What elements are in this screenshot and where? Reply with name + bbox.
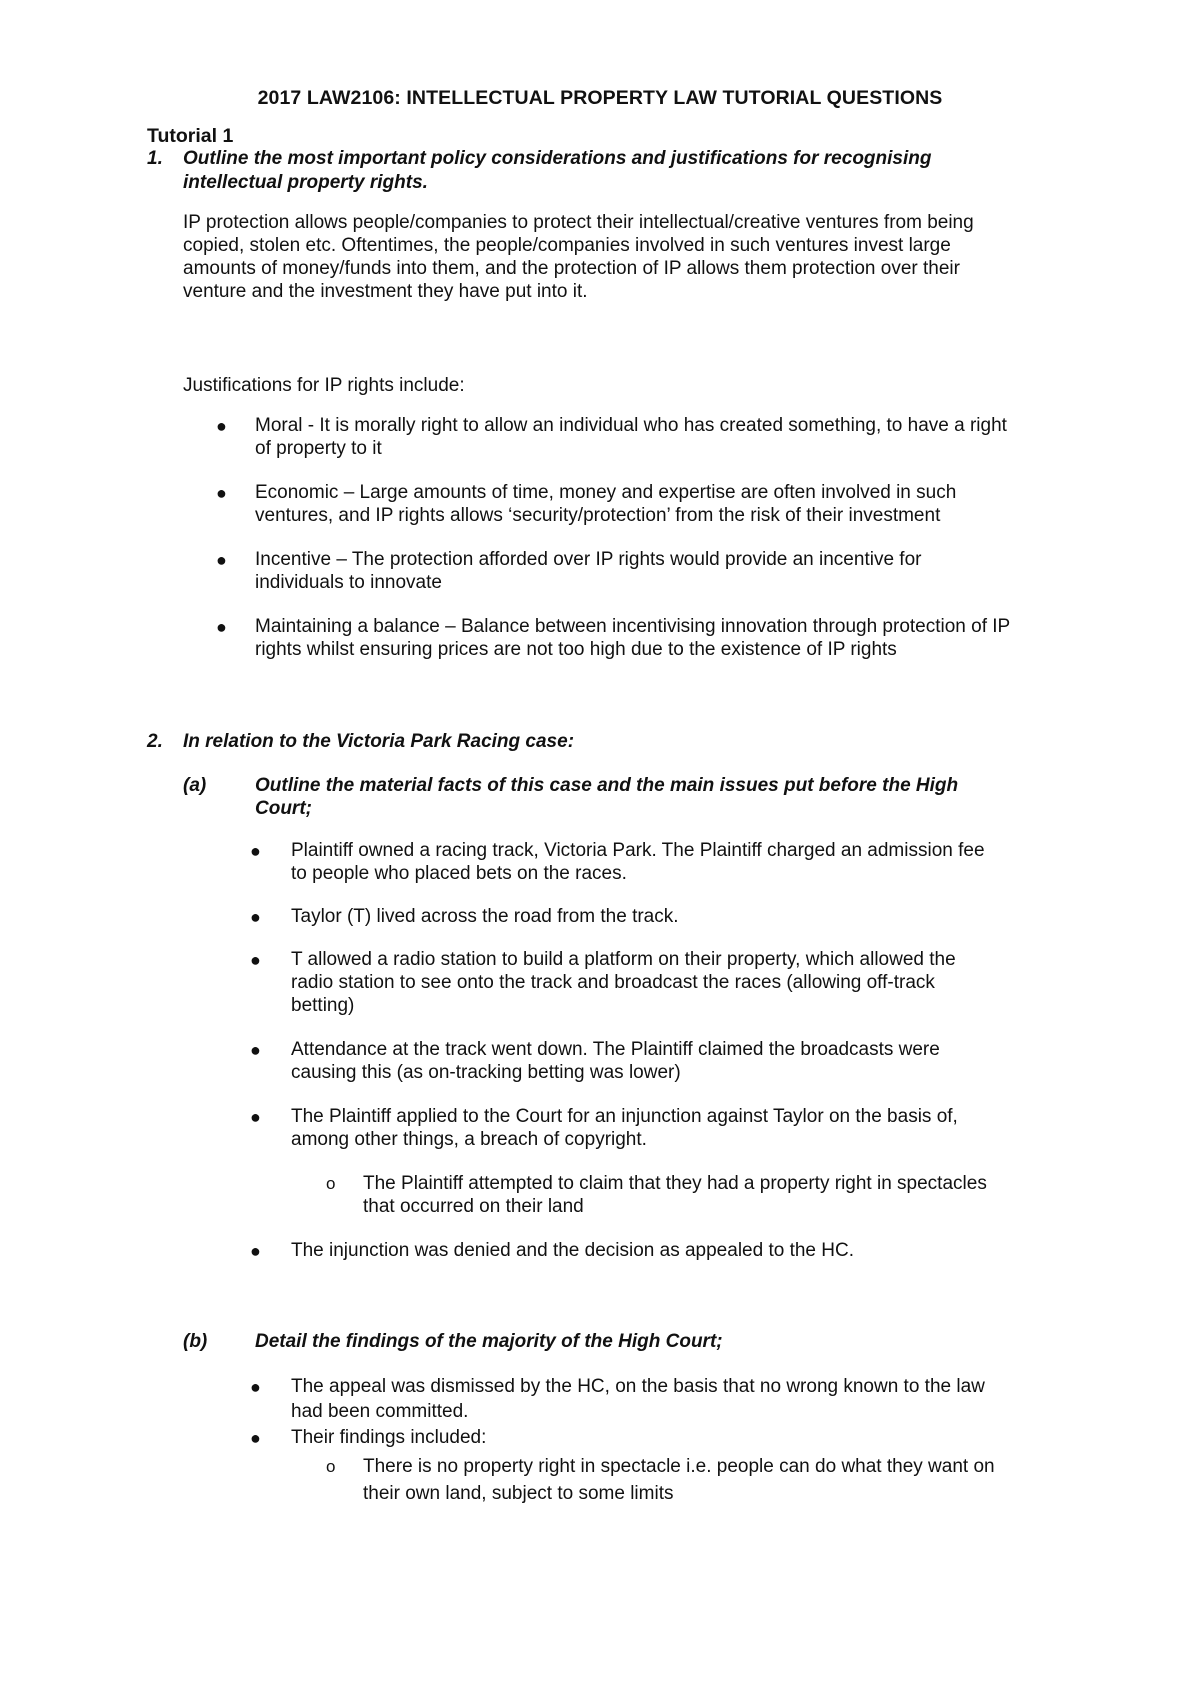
fact-line: Taylor (T) lived across the road from the track. <box>291 906 679 927</box>
justification-line: Incentive – The protection afforded over IP rights would provide an incentive for <box>255 549 922 570</box>
fact-line: The Plaintiff applied to the Court for an injunction against Taylor on the basis of, <box>291 1106 958 1127</box>
bullet-icon: ● <box>250 950 261 970</box>
question-1-answer-line: amounts of money/funds into them, and the protection of IP allows them protection over their <box>183 258 960 279</box>
question-1-answer-line: venture and the investment they have put into it. <box>183 281 588 302</box>
page-title: 2017 LAW2106: INTELLECTUAL PROPERTY LAW TUTORIAL QUESTIONS <box>257 87 943 109</box>
question-1-answer-line: copied, stolen etc. Oftentimes, the people/companies involved in such ventures invest large <box>183 235 951 256</box>
bullet-icon: ● <box>250 907 261 927</box>
fact-line: T allowed a radio station to build a platform on their property, which allowed the <box>291 949 956 970</box>
justification-line: ventures, and IP rights allows ‘security/protection’ from the risk of their investment <box>255 505 941 526</box>
justification-line: rights whilst ensuring prices are not too high due to the existence of IP rights <box>255 639 897 660</box>
fact-line: causing this (as on-tracking betting was lower) <box>291 1062 681 1083</box>
justification-line: Maintaining a balance – Balance between incentivising innovation through protection of IP <box>255 616 1011 637</box>
question-1-number: 1. <box>147 148 163 169</box>
fact-line: The injunction was denied and the decision as appealed to the HC. <box>291 1240 854 1261</box>
fact-subpoint-line: that occurred on their land <box>363 1196 584 1217</box>
question-2-number: 2. <box>147 731 163 752</box>
question-2a-line-2: Court; <box>255 798 312 819</box>
fact-line: Plaintiff owned a racing track, Victoria Park. The Plaintiff charged an admission fee <box>291 840 985 861</box>
finding-line: The appeal was dismissed by the HC, on the basis that no wrong known to the law <box>291 1376 985 1397</box>
question-2a-line-1: Outline the material facts of this case and the main issues put before the High <box>255 775 959 796</box>
fact-line: among other things, a breach of copyright. <box>291 1129 647 1150</box>
bullet-icon: ● <box>250 1428 261 1448</box>
bullet-icon: ● <box>250 1241 261 1261</box>
sub-bullet-icon: o <box>326 1457 336 1476</box>
bullet-icon: ● <box>250 1377 261 1397</box>
question-1-line-1: Outline the most important policy considerations and justifications for recognising <box>183 148 932 169</box>
fact-line: Attendance at the track went down. The Plaintiff claimed the broadcasts were <box>291 1039 940 1060</box>
question-2-text: In relation to the Victoria Park Racing case: <box>183 731 575 752</box>
tutorial-heading: Tutorial 1 <box>147 125 234 147</box>
finding-line: Their findings included: <box>291 1427 487 1448</box>
finding-subpoint-line: their own land, subject to some limits <box>363 1483 674 1504</box>
question-2b-label: (b) <box>183 1331 208 1352</box>
fact-subpoint-line: The Plaintiff attempted to claim that they had a property right in spectacles <box>363 1173 987 1194</box>
justification-line: of property to it <box>255 438 382 459</box>
bullet-icon: ● <box>216 617 227 637</box>
finding-subpoint-line: There is no property right in spectacle i.e. people can do what they want on <box>363 1456 995 1477</box>
justification-line: individuals to innovate <box>255 572 442 593</box>
finding-line: had been committed. <box>291 1401 469 1422</box>
fact-line: radio station to see onto the track and broadcast the races (allowing off-track <box>291 972 935 993</box>
sub-bullet-icon: o <box>326 1174 336 1193</box>
bullet-icon: ● <box>216 550 227 570</box>
fact-line: to people who placed bets on the races. <box>291 863 627 884</box>
bullet-icon: ● <box>250 1107 261 1127</box>
question-2a-label: (a) <box>183 775 207 796</box>
bullet-icon: ● <box>216 483 227 503</box>
fact-line: betting) <box>291 995 355 1016</box>
question-2b-text: Detail the findings of the majority of the High Court; <box>255 1331 723 1352</box>
justification-line: Moral - It is morally right to allow an individual who has created something, to have a right <box>255 415 1007 436</box>
bullet-icon: ● <box>250 1040 261 1060</box>
justification-line: Economic – Large amounts of time, money and expertise are often involved in such <box>255 482 957 503</box>
justifications-intro: Justifications for IP rights include: <box>183 375 465 396</box>
question-1-line-2: intellectual property rights. <box>183 172 428 193</box>
bullet-icon: ● <box>250 841 261 861</box>
question-1-answer-line: IP protection allows people/companies to protect their intellectual/creative ventures from being <box>183 212 974 233</box>
bullet-icon: ● <box>216 416 227 436</box>
